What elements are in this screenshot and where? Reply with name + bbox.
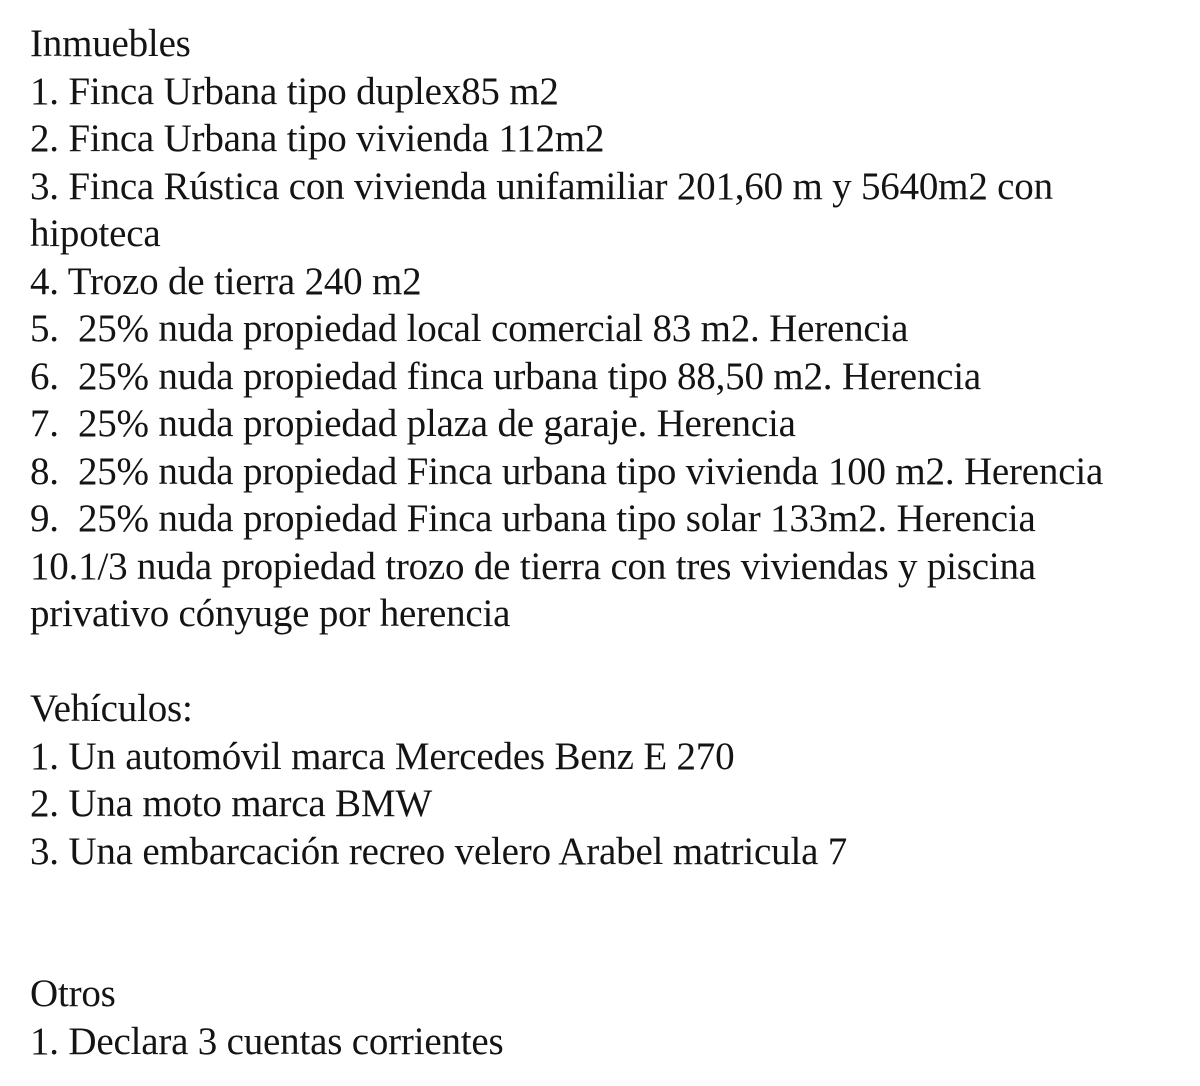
inmueble-item-8: 8. 25% nuda propiedad Finca urbana tipo vivienda 100 m2. Herencia bbox=[30, 449, 1104, 493]
inmueble-item-1: 1. Finca Urbana tipo duplex85 m2 bbox=[30, 69, 559, 113]
otros-section bbox=[30, 970, 1190, 1065]
inmueble-item-7: 7. 25% nuda propiedad plaza de garaje. Herencia bbox=[30, 402, 796, 445]
document-body bbox=[30, 20, 1190, 1065]
vehiculo-item-1: 1. Un automóvil marca Mercedes Benz E 270 bbox=[30, 734, 735, 778]
section-spacer bbox=[30, 638, 1190, 686]
otros-item-1: 1. Declara 3 cuentas corrientes bbox=[30, 1019, 504, 1063]
inmueble-item-9: 9. 25% nuda propiedad Finca urbana tipo solar 133m2. Herencia bbox=[30, 497, 1036, 540]
vehiculos-section bbox=[30, 685, 1190, 875]
vehiculo-item-2: 2. Una moto marca BMW bbox=[30, 782, 432, 825]
inmueble-item-10: 10.1/3 nuda propiedad trozo de tierra con tres viviendas y piscina bbox=[30, 544, 1036, 588]
inmueble-item-4: 4. Trozo de tierra 240 m2 bbox=[30, 259, 422, 303]
vehiculos-heading: Vehículos: bbox=[30, 687, 193, 730]
inmuebles-heading: Inmuebles bbox=[30, 22, 191, 65]
otros-heading: Otros bbox=[30, 972, 116, 1015]
section-spacer bbox=[30, 875, 1190, 970]
vehiculo-item-3: 3. Una embarcación recreo velero Arabel matricula 7 bbox=[30, 829, 848, 873]
inmueble-item-11: privativo cónyuge por herencia bbox=[30, 592, 511, 635]
inmuebles-section bbox=[30, 20, 1190, 638]
inmueble-item-5: 5. 25% nuda propiedad local comercial 83 m2. Herencia bbox=[30, 307, 909, 350]
inmueble-item-6: 6. 25% nuda propiedad finca urbana tipo 88,50 m2. Herencia bbox=[30, 354, 981, 398]
inmueble-item-2: 2. Finca Urbana tipo vivienda 112m2 bbox=[30, 117, 605, 160]
inmueble-item-3: 3. Finca Rústica con vivienda unifamiliar 201,60 m y 5640m2 con hipoteca bbox=[30, 164, 1063, 255]
